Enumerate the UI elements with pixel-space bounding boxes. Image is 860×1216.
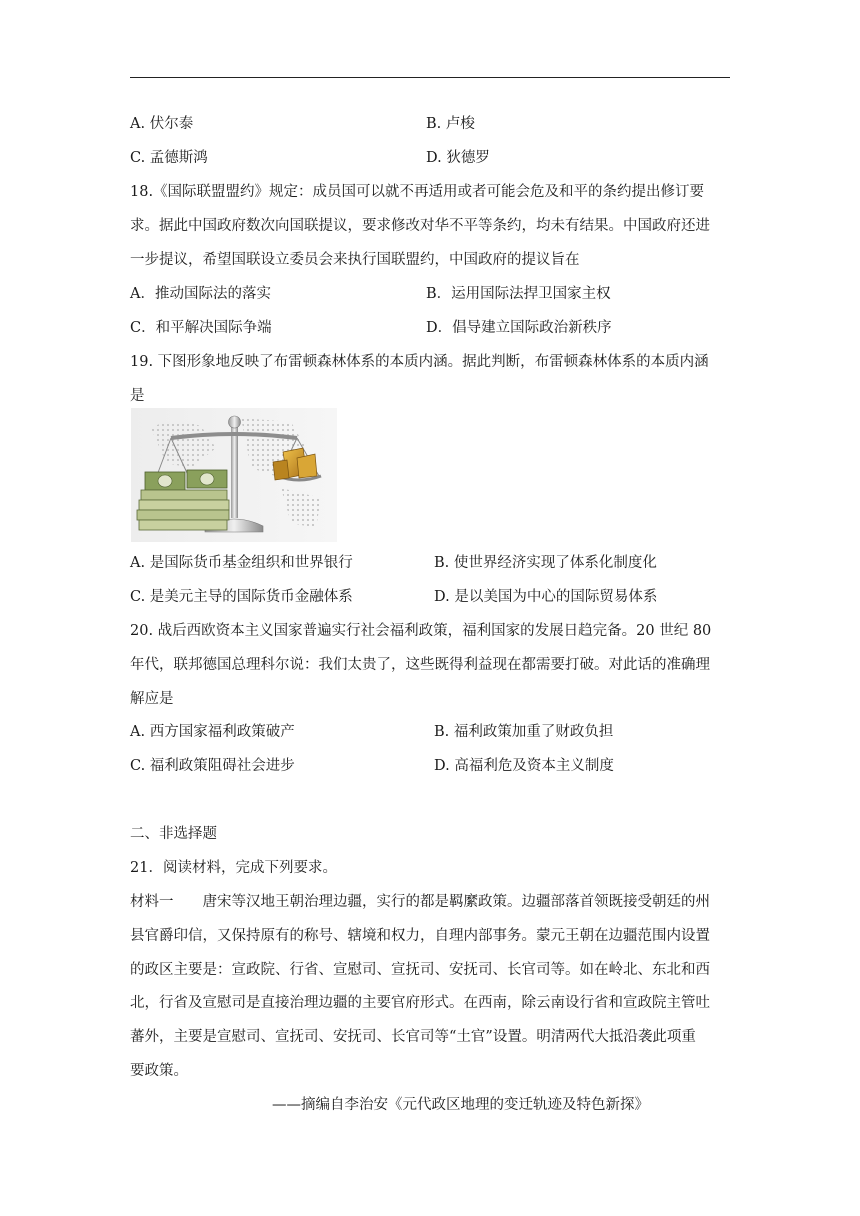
- material-line-3: 的政区主要是：宣政院、行省、宣慰司、宣抚司、安抚司、长官司等。如在岭北、东北和西: [130, 962, 710, 978]
- section-heading: 二、非选择题: [130, 826, 217, 842]
- q19-option-c[interactable]: C. 是美元主导的国际货币金融体系: [130, 589, 353, 605]
- q18-stem-line-2: 求。据此中国政府数次向国联提议，要求修改对华不平等条约，均未有结果。中国政府还进: [130, 218, 710, 234]
- material-line-5: 蕃外，主要是宣慰司、宣抚司、安抚司、长官司等“土官”设置。明清两代大抵沿袭此项重: [130, 1029, 696, 1045]
- q17-option-a[interactable]: A. 伏尔泰: [130, 116, 194, 132]
- material-line-6: 要政策。: [130, 1063, 188, 1079]
- header-rule: [130, 77, 730, 78]
- material-source: ——摘编自李治安《元代政区地理的变迁轨迹及特色新探》: [272, 1097, 649, 1113]
- q18-option-b[interactable]: B．运用国际法捍卫国家主权: [426, 286, 611, 302]
- q19-option-a[interactable]: A. 是国际货币基金组织和世界银行: [130, 555, 353, 571]
- q20-option-b[interactable]: B. 福利政策加重了财政负担: [434, 724, 614, 740]
- q19-option-d[interactable]: D. 是以美国为中心的国际贸易体系: [434, 589, 658, 605]
- q17-option-b[interactable]: B. 卢梭: [426, 116, 475, 132]
- q20-option-a[interactable]: A. 西方国家福利政策破产: [130, 724, 295, 740]
- q21-intro: 21．阅读材料，完成下列要求。: [130, 860, 337, 876]
- q20-stem-line-2: 年代，联邦德国总理科尔说：我们太贵了，这些既得利益现在都需要打破。对此话的准确理: [130, 657, 710, 673]
- q19-stem-line-2: 是: [130, 388, 145, 404]
- q20-option-c[interactable]: C. 福利政策阻碍社会进步: [130, 758, 295, 774]
- material-line-4: 北，行省及宣慰司是直接治理边疆的主要官府形式。在西南，除云南设行省和宣政院主管吐: [130, 995, 710, 1011]
- q20-stem-line-3: 解应是: [130, 691, 174, 707]
- q17-option-c[interactable]: C. 孟德斯鸿: [130, 150, 208, 166]
- q18-stem-line-3: 一步提议，希望国联设立委员会来执行国联盟约，中国政府的提议旨在: [130, 252, 580, 268]
- q19-stem-line-1: 19. 下图形象地反映了布雷顿森林体系的本质内涵。据此判断，布雷顿森林体系的本质内涵: [130, 354, 709, 370]
- q19-option-b[interactable]: B. 使世界经济实现了体系化制度化: [434, 555, 657, 571]
- q17-option-d[interactable]: D. 狄德罗: [426, 150, 490, 166]
- q18-option-d[interactable]: D．倡导建立国际政治新秩序: [426, 320, 612, 336]
- balance-scale-dollars-vs-gold-icon: [131, 408, 337, 542]
- material-line-2: 县官爵印信，又保持原有的称号、辖境和权力，自理内部事务。蒙元王朝在边疆范围内设置: [130, 928, 710, 944]
- material-line-1: 材料一 唐宋等汉地王朝治理边疆，实行的都是羁縻政策。边疆部落首领既接受朝廷的州: [130, 894, 710, 910]
- q18-option-c[interactable]: C．和平解决国际争端: [130, 320, 272, 336]
- q20-stem-line-1: 20. 战后西欧资本主义国家普遍实行社会福利政策，福利国家的发展日趋完备。20 世纪 80: [130, 623, 712, 639]
- q18-stem-line-1: 18.《国际联盟盟约》规定：成员国可以就不再适用或者可能会危及和平的条约提出修订要: [130, 184, 705, 200]
- q18-option-a[interactable]: A．推动国际法的落实: [130, 286, 271, 302]
- q20-option-d[interactable]: D. 高福利危及资本主义制度: [434, 758, 614, 774]
